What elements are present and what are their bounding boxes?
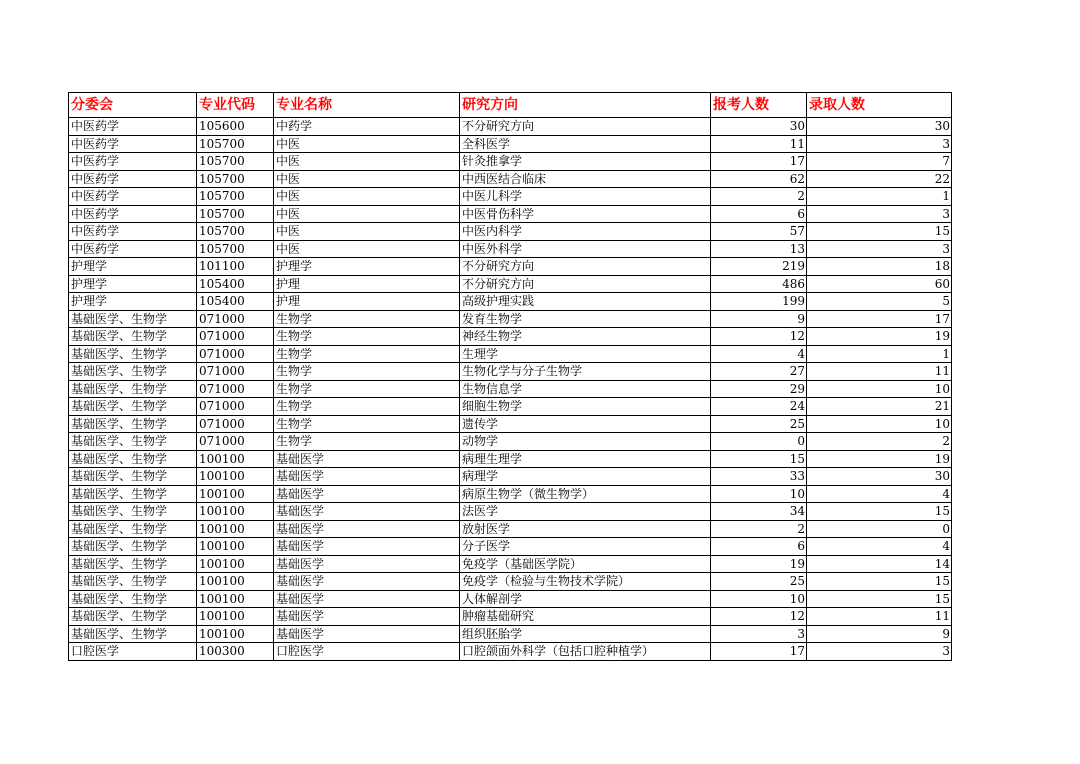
cell-major-code: 105700 <box>197 223 274 241</box>
table-row <box>69 240 952 258</box>
table-row <box>69 573 952 591</box>
cell-admitted: 18 <box>807 258 952 276</box>
cell-research-direction: 人体解剖学 <box>460 590 711 608</box>
cell-major-name: 生物学 <box>274 433 460 451</box>
cell-committee: 基础医学、生物学 <box>69 555 197 573</box>
table-row <box>69 590 952 608</box>
cell-admitted: 15 <box>807 223 952 241</box>
cell-research-direction: 分子医学 <box>460 538 711 556</box>
admissions-table <box>68 92 952 661</box>
cell-research-direction: 生物信息学 <box>460 380 711 398</box>
cell-applicants: 19 <box>711 555 807 573</box>
cell-committee: 护理学 <box>69 258 197 276</box>
cell-admitted: 22 <box>807 170 952 188</box>
cell-applicants: 3 <box>711 625 807 643</box>
table-row <box>69 258 952 276</box>
table-row <box>69 608 952 626</box>
cell-committee: 基础医学、生物学 <box>69 380 197 398</box>
cell-major-code: 100100 <box>197 520 274 538</box>
cell-major-name: 基础医学 <box>274 573 460 591</box>
cell-major-code: 100100 <box>197 538 274 556</box>
cell-research-direction: 病理学 <box>460 468 711 486</box>
cell-admitted: 30 <box>807 118 952 136</box>
cell-admitted: 1 <box>807 188 952 206</box>
cell-committee: 中医药学 <box>69 170 197 188</box>
cell-major-code: 105700 <box>197 205 274 223</box>
table-row <box>69 135 952 153</box>
cell-committee: 基础医学、生物学 <box>69 450 197 468</box>
table-row <box>69 555 952 573</box>
cell-admitted: 3 <box>807 240 952 258</box>
cell-research-direction: 不分研究方向 <box>460 118 711 136</box>
cell-applicants: 6 <box>711 205 807 223</box>
cell-major-name: 口腔医学 <box>274 643 460 661</box>
cell-major-name: 护理 <box>274 293 460 311</box>
cell-committee: 护理学 <box>69 293 197 311</box>
cell-major-name: 基础医学 <box>274 450 460 468</box>
cell-major-name: 基础医学 <box>274 503 460 521</box>
cell-admitted: 5 <box>807 293 952 311</box>
cell-major-code: 100100 <box>197 573 274 591</box>
table-row <box>69 205 952 223</box>
cell-major-name: 中医 <box>274 240 460 258</box>
cell-research-direction: 放射医学 <box>460 520 711 538</box>
cell-major-code: 101100 <box>197 258 274 276</box>
cell-committee: 护理学 <box>69 275 197 293</box>
cell-admitted: 2 <box>807 433 952 451</box>
table-row <box>69 328 952 346</box>
table-row <box>69 538 952 556</box>
cell-admitted: 9 <box>807 625 952 643</box>
header-committee: 分委会 <box>69 93 197 118</box>
cell-major-code: 105700 <box>197 153 274 171</box>
cell-applicants: 25 <box>711 415 807 433</box>
cell-research-direction: 免疫学（检验与生物技术学院） <box>460 573 711 591</box>
cell-major-code: 071000 <box>197 398 274 416</box>
cell-major-code: 071000 <box>197 380 274 398</box>
table-row <box>69 625 952 643</box>
cell-major-name: 中医 <box>274 170 460 188</box>
cell-major-name: 护理 <box>274 275 460 293</box>
cell-major-code: 100100 <box>197 625 274 643</box>
cell-applicants: 10 <box>711 485 807 503</box>
header-applicants: 报考人数 <box>711 93 807 118</box>
cell-admitted: 15 <box>807 503 952 521</box>
cell-applicants: 9 <box>711 310 807 328</box>
cell-applicants: 12 <box>711 608 807 626</box>
table-row <box>69 643 952 661</box>
cell-admitted: 14 <box>807 555 952 573</box>
cell-research-direction: 中西医结合临床 <box>460 170 711 188</box>
cell-admitted: 4 <box>807 485 952 503</box>
cell-major-name: 护理学 <box>274 258 460 276</box>
cell-research-direction: 中医外科学 <box>460 240 711 258</box>
cell-major-code: 100100 <box>197 468 274 486</box>
cell-applicants: 13 <box>711 240 807 258</box>
table-row <box>69 310 952 328</box>
cell-applicants: 27 <box>711 363 807 381</box>
header-research-direction: 研究方向 <box>460 93 711 118</box>
cell-research-direction: 肿瘤基础研究 <box>460 608 711 626</box>
cell-major-name: 中医 <box>274 205 460 223</box>
cell-research-direction: 病理生理学 <box>460 450 711 468</box>
cell-admitted: 30 <box>807 468 952 486</box>
cell-applicants: 62 <box>711 170 807 188</box>
cell-research-direction: 发育生物学 <box>460 310 711 328</box>
table-row <box>69 223 952 241</box>
table-row <box>69 433 952 451</box>
cell-admitted: 3 <box>807 643 952 661</box>
cell-admitted: 15 <box>807 573 952 591</box>
cell-committee: 基础医学、生物学 <box>69 328 197 346</box>
cell-committee: 中医药学 <box>69 118 197 136</box>
cell-major-name: 基础医学 <box>274 538 460 556</box>
cell-admitted: 3 <box>807 205 952 223</box>
cell-research-direction: 细胞生物学 <box>460 398 711 416</box>
cell-major-code: 105400 <box>197 293 274 311</box>
cell-applicants: 15 <box>711 450 807 468</box>
cell-applicants: 2 <box>711 520 807 538</box>
cell-admitted: 11 <box>807 363 952 381</box>
cell-applicants: 10 <box>711 590 807 608</box>
cell-major-code: 100100 <box>197 555 274 573</box>
cell-major-code: 105700 <box>197 240 274 258</box>
cell-major-name: 基础医学 <box>274 555 460 573</box>
cell-major-name: 生物学 <box>274 310 460 328</box>
cell-committee: 中医药学 <box>69 205 197 223</box>
cell-research-direction: 生物化学与分子生物学 <box>460 363 711 381</box>
cell-major-code: 071000 <box>197 345 274 363</box>
cell-research-direction: 中医内科学 <box>460 223 711 241</box>
cell-committee: 基础医学、生物学 <box>69 608 197 626</box>
cell-applicants: 29 <box>711 380 807 398</box>
cell-major-code: 071000 <box>197 328 274 346</box>
table-row <box>69 380 952 398</box>
cell-admitted: 1 <box>807 345 952 363</box>
header-admitted: 录取人数 <box>807 93 952 118</box>
cell-research-direction: 中医儿科学 <box>460 188 711 206</box>
cell-major-name: 生物学 <box>274 415 460 433</box>
cell-major-code: 105400 <box>197 275 274 293</box>
table-row <box>69 398 952 416</box>
cell-research-direction: 针灸推拿学 <box>460 153 711 171</box>
cell-major-name: 基础医学 <box>274 590 460 608</box>
cell-major-code: 100100 <box>197 590 274 608</box>
cell-committee: 基础医学、生物学 <box>69 345 197 363</box>
cell-applicants: 2 <box>711 188 807 206</box>
cell-admitted: 0 <box>807 520 952 538</box>
cell-applicants: 33 <box>711 468 807 486</box>
cell-committee: 基础医学、生物学 <box>69 625 197 643</box>
cell-admitted: 19 <box>807 328 952 346</box>
table-row <box>69 188 952 206</box>
cell-research-direction: 免疫学（基础医学院） <box>460 555 711 573</box>
cell-applicants: 199 <box>711 293 807 311</box>
cell-major-name: 生物学 <box>274 398 460 416</box>
cell-applicants: 24 <box>711 398 807 416</box>
cell-major-name: 中医 <box>274 153 460 171</box>
cell-major-name: 基础医学 <box>274 520 460 538</box>
cell-research-direction: 病原生物学（微生物学） <box>460 485 711 503</box>
cell-committee: 中医药学 <box>69 240 197 258</box>
table-row <box>69 170 952 188</box>
cell-major-code: 105700 <box>197 188 274 206</box>
cell-applicants: 6 <box>711 538 807 556</box>
cell-major-name: 生物学 <box>274 328 460 346</box>
cell-committee: 口腔医学 <box>69 643 197 661</box>
cell-applicants: 17 <box>711 153 807 171</box>
cell-major-code: 100100 <box>197 450 274 468</box>
cell-research-direction: 中医骨伤科学 <box>460 205 711 223</box>
cell-major-name: 中医 <box>274 135 460 153</box>
cell-major-name: 中医 <box>274 223 460 241</box>
cell-applicants: 25 <box>711 573 807 591</box>
cell-committee: 基础医学、生物学 <box>69 310 197 328</box>
cell-applicants: 57 <box>711 223 807 241</box>
table-row <box>69 275 952 293</box>
cell-applicants: 219 <box>711 258 807 276</box>
table-row <box>69 503 952 521</box>
cell-committee: 中医药学 <box>69 188 197 206</box>
cell-admitted: 60 <box>807 275 952 293</box>
cell-committee: 基础医学、生物学 <box>69 573 197 591</box>
cell-major-name: 基础医学 <box>274 625 460 643</box>
header-row <box>69 93 952 118</box>
table-row <box>69 415 952 433</box>
cell-research-direction: 法医学 <box>460 503 711 521</box>
cell-admitted: 11 <box>807 608 952 626</box>
header-major-name: 专业名称 <box>274 93 460 118</box>
table-row <box>69 293 952 311</box>
cell-committee: 基础医学、生物学 <box>69 433 197 451</box>
cell-committee: 基础医学、生物学 <box>69 415 197 433</box>
cell-major-code: 100100 <box>197 608 274 626</box>
cell-committee: 基础医学、生物学 <box>69 363 197 381</box>
cell-major-code: 100300 <box>197 643 274 661</box>
cell-committee: 中医药学 <box>69 135 197 153</box>
cell-major-name: 基础医学 <box>274 485 460 503</box>
cell-admitted: 19 <box>807 450 952 468</box>
cell-research-direction: 全科医学 <box>460 135 711 153</box>
table-row <box>69 468 952 486</box>
table-row <box>69 118 952 136</box>
cell-applicants: 0 <box>711 433 807 451</box>
cell-admitted: 17 <box>807 310 952 328</box>
cell-applicants: 486 <box>711 275 807 293</box>
cell-applicants: 30 <box>711 118 807 136</box>
cell-committee: 基础医学、生物学 <box>69 520 197 538</box>
cell-major-name: 中药学 <box>274 118 460 136</box>
cell-applicants: 4 <box>711 345 807 363</box>
table-row <box>69 485 952 503</box>
cell-major-code: 071000 <box>197 310 274 328</box>
cell-committee: 中医药学 <box>69 153 197 171</box>
cell-applicants: 17 <box>711 643 807 661</box>
cell-research-direction: 不分研究方向 <box>460 275 711 293</box>
cell-research-direction: 生理学 <box>460 345 711 363</box>
cell-applicants: 11 <box>711 135 807 153</box>
cell-major-name: 基础医学 <box>274 468 460 486</box>
cell-admitted: 10 <box>807 415 952 433</box>
cell-research-direction: 组织胚胎学 <box>460 625 711 643</box>
cell-research-direction: 高级护理实践 <box>460 293 711 311</box>
table-row <box>69 153 952 171</box>
table-row <box>69 450 952 468</box>
cell-admitted: 15 <box>807 590 952 608</box>
cell-major-name: 基础医学 <box>274 608 460 626</box>
cell-major-code: 105600 <box>197 118 274 136</box>
cell-major-name: 中医 <box>274 188 460 206</box>
cell-major-name: 生物学 <box>274 345 460 363</box>
cell-research-direction: 遗传学 <box>460 415 711 433</box>
cell-admitted: 7 <box>807 153 952 171</box>
cell-research-direction: 口腔颌面外科学（包括口腔种植学） <box>460 643 711 661</box>
cell-major-code: 105700 <box>197 170 274 188</box>
cell-major-code: 100100 <box>197 503 274 521</box>
cell-major-code: 071000 <box>197 433 274 451</box>
cell-major-code: 105700 <box>197 135 274 153</box>
cell-committee: 中医药学 <box>69 223 197 241</box>
cell-major-name: 生物学 <box>274 380 460 398</box>
cell-applicants: 12 <box>711 328 807 346</box>
cell-major-code: 071000 <box>197 415 274 433</box>
header-major-code: 专业代码 <box>197 93 274 118</box>
cell-research-direction: 不分研究方向 <box>460 258 711 276</box>
table-row <box>69 520 952 538</box>
cell-committee: 基础医学、生物学 <box>69 468 197 486</box>
cell-research-direction: 神经生物学 <box>460 328 711 346</box>
cell-admitted: 10 <box>807 380 952 398</box>
cell-major-code: 100100 <box>197 485 274 503</box>
cell-admitted: 3 <box>807 135 952 153</box>
table-row <box>69 363 952 381</box>
cell-admitted: 4 <box>807 538 952 556</box>
cell-admitted: 21 <box>807 398 952 416</box>
cell-committee: 基础医学、生物学 <box>69 398 197 416</box>
cell-committee: 基础医学、生物学 <box>69 590 197 608</box>
cell-major-name: 生物学 <box>274 363 460 381</box>
cell-committee: 基础医学、生物学 <box>69 503 197 521</box>
cell-research-direction: 动物学 <box>460 433 711 451</box>
cell-major-code: 071000 <box>197 363 274 381</box>
cell-applicants: 34 <box>711 503 807 521</box>
cell-committee: 基础医学、生物学 <box>69 538 197 556</box>
cell-committee: 基础医学、生物学 <box>69 485 197 503</box>
table-row <box>69 345 952 363</box>
